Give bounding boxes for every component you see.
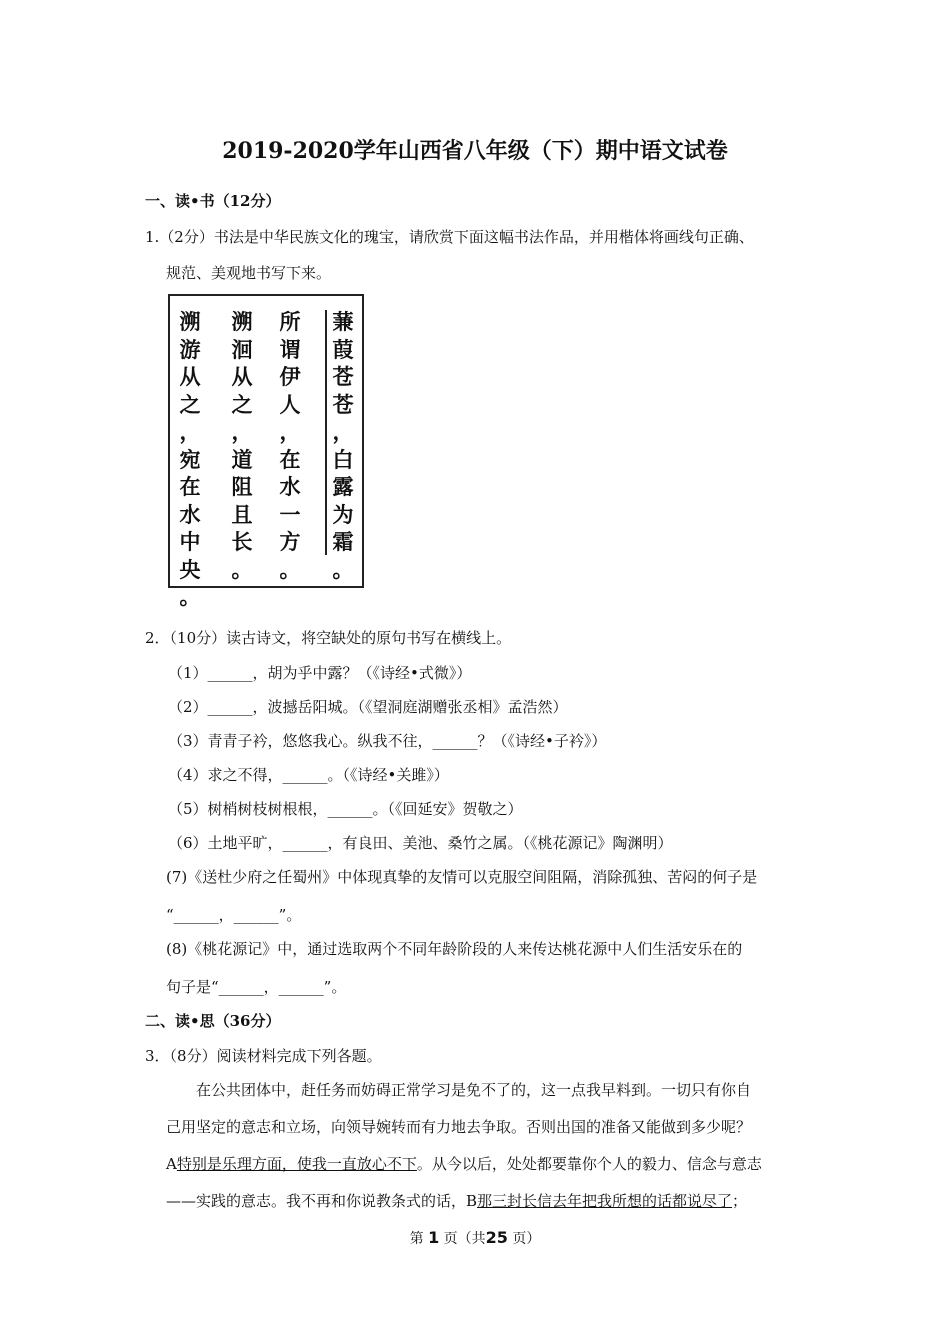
passage-line-4 [166,1190,747,1211]
passage-line-2: 己用坚定的意志和立场，向领导婉转而有力地去争取。否则出国的准备又能做到多少呢？ [166,1118,752,1136]
question-1-line-2: 规范、美观地书写下来。 [166,264,332,282]
footer-prefix: 第 [409,1231,424,1247]
calligraphy-column-4-text: 溯 游 从 之 ， 宛 在 水 中 央 。 [179,309,201,609]
underlined-sentence-b: 那三封长信去年把我所想的话都说尽了 [477,1192,733,1210]
calligraphy-divider-line [325,310,327,555]
calligraphy-column-3-text: 溯 洄 从 之 ， 道 阻 且 长 。 [231,309,253,582]
section-heading-read-write: 一、读•书（12分） [145,192,281,210]
passage-line-4-start: ——实践的意志。我不再和你说教条式的话，B [166,1192,478,1210]
question-2-item-2: （2）______，波撼岳阳城。（《望洞庭湖赠张丞相》孟浩然） [168,698,568,716]
question-2-item-5: （5）树梢树枝树根根，______。（《回延安》贺敬之） [168,800,523,818]
page-footer [0,1228,950,1248]
question-2-item-7-blanks: “______，______”。 [166,906,302,924]
calligraphy-column-1 [328,308,358,583]
calligraphy-column-1-text: 蒹 葭 苍 苍 ， 白 露 为 霜 。 [332,309,354,582]
question-2-item-7: (7)《送杜少府之任蜀州》中体现真挚的友情可以克服空间阻隔，消除孤独、苦闷的何子是 [166,868,758,886]
calligraphy-column-4 [176,308,204,611]
page-title: 2019-2020学年山西省八年级（下）期中语文试卷 [222,138,728,164]
calligraphy-column-2 [276,308,304,583]
passage-line-3 [166,1153,762,1174]
question-2-item-4: （4）求之不得，______。（《诗经•关雎》） [168,766,449,784]
passage-line-1: 在公共团体中，赶任务而妨碍正常学习是免不了的，这一点我早料到。一切只有你自 [196,1081,752,1099]
question-2-item-8-blanks: 句子是“______，______”。 [166,978,347,996]
calligraphy-column-2-text: 所 谓 伊 人 ， 在 水 一 方 。 [279,309,301,582]
question-2-item-8: (8)《桃花源记》中，通过选取两个不同年龄阶段的人来传达桃花源中人们生活安乐在的 [166,940,743,958]
question-2-item-1: （1）______，胡为乎中露？（《诗经•式微》） [168,664,472,682]
passage-marker-a: A [166,1155,177,1173]
calligraphy-artwork [168,294,364,609]
section-heading-read-think: 二、读•思（36分） [145,1012,281,1030]
question-1-line-1: 1.（2分）书法是中华民族文化的瑰宝，请欣赏下面这幅书法作品，并用楷体将画线句正确、 [145,228,754,246]
question-2-heading: 2．（10分）读古诗文，将空缺处的原句书写在横线上。 [145,629,512,647]
passage-line-4-end: ； [732,1192,748,1210]
footer-page-number: 1 [428,1228,440,1247]
footer-total-pages: 25 [485,1228,508,1247]
passage-line-3-rest: 。从今以后，处处都要靠你个人的毅力、信念与意志 [416,1155,762,1173]
question-2-item-3: （3）青青子衿，悠悠我心。纵我不往，______？（《诗经•子衿》） [168,732,607,750]
calligraphy-column-3 [228,308,256,583]
question-3-heading: 3．（8分）阅读材料完成下列各题。 [145,1047,382,1065]
footer-middle: 页（共 [443,1231,486,1247]
question-2-item-6: （6）土地平旷，______，有良田、美池、桑竹之属。（《桃花源记》陶渊明） [168,834,673,852]
footer-suffix: 页） [512,1231,541,1247]
underlined-sentence-a: 特别是乐理方面，使我一直放心不下 [176,1155,417,1173]
